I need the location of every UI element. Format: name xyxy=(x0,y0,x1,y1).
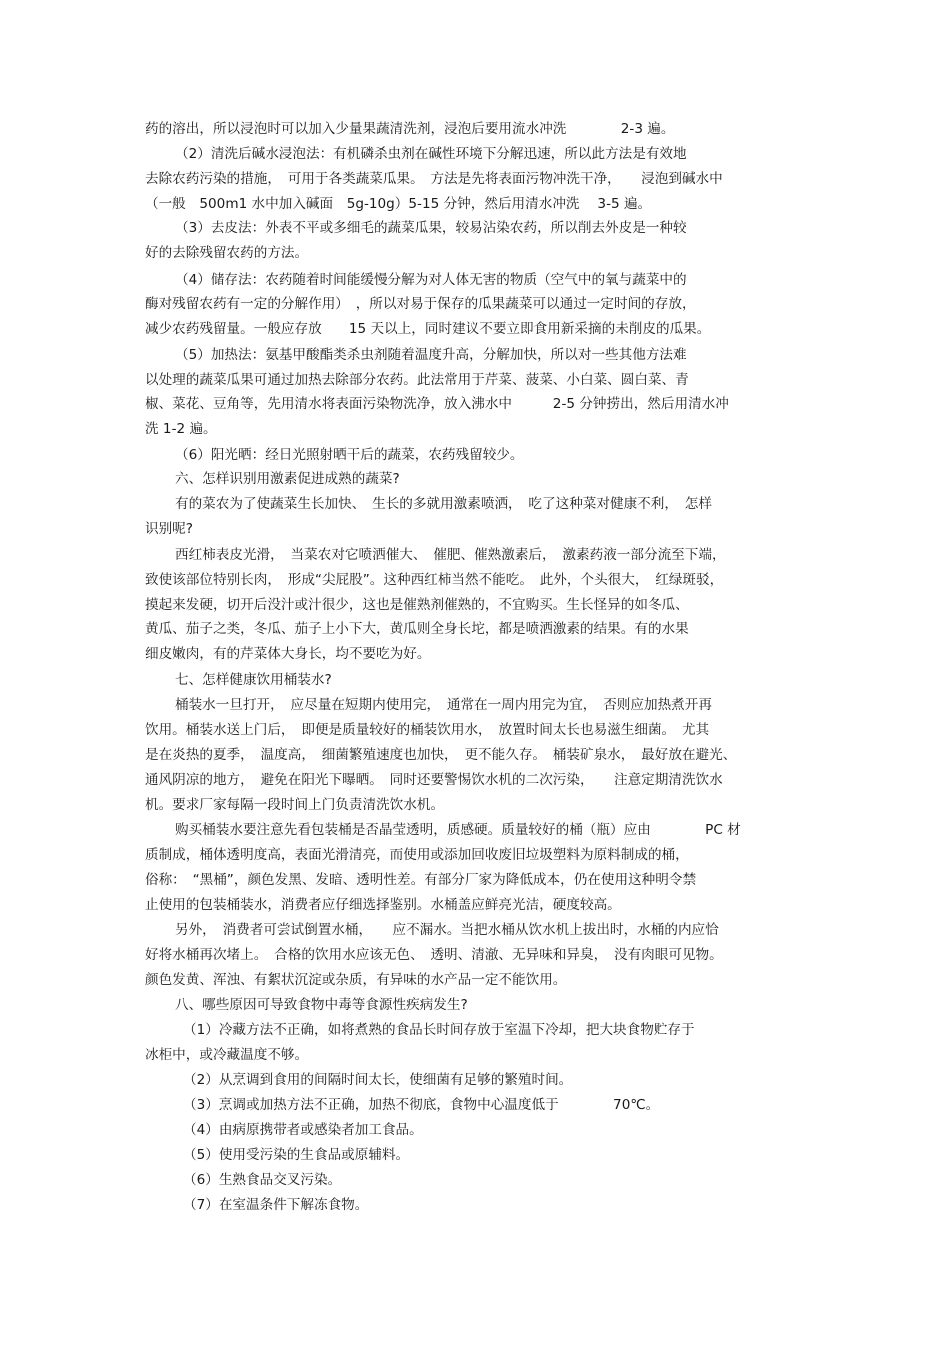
text-line: 好将水桶再次堵上。 合格的饮用水应该无色、 透明、清澈、无异味和异臭， 没有肉眼可见物。 xyxy=(145,947,723,963)
text-line: 桶装水一旦打开， 应尽量在短期内使用完， 通常在一周内用完为宜， 否则应加热煮开再 xyxy=(175,697,712,713)
text-line: （1）冷藏方法不正确，如将煮熟的食品长时间存放于室温下冷却，把大块食物贮存于 xyxy=(183,1022,695,1038)
text-line: 以处理的蔬菜瓜果可通过加热去除部分农药。此法常用于芹菜、菠菜、小白菜、圆白菜、青 xyxy=(145,372,689,388)
text-line: 通风阴凉的地方， 避免在阳光下曝晒。 同时还要警惕饮水机的二次污染， 注意定期清洗饮水 xyxy=(145,772,723,788)
text-line: 另外， 消费者可尝试倒置水桶， 应不漏水。当把水桶从饮水机上拔出时，水桶的内应恰 xyxy=(175,922,719,938)
text-line: 酶对残留农药有一定的分解作用） ，所以对易于保存的瓜果蔬菜可以通过一定时间的存放， xyxy=(145,296,696,312)
text-line: （3）烹调或加热方法不正确，加热不彻底，食物中心温度低于 70℃。 xyxy=(183,1097,660,1113)
text-line: （3）去皮法：外表不平或多细毛的蔬菜瓜果，较易沾染农药，所以削去外皮是一种较 xyxy=(175,220,687,236)
text-line: （4）由病原携带者或感染者加工食品。 xyxy=(183,1122,423,1138)
text-line: 细皮嫩肉，有的芹菜体大身长，均不要吃为好。 xyxy=(145,646,431,662)
text-line: 饮用。桶装水送上门后， 即便是质量较好的桶装饮用水， 放置时间太长也易滋生细菌。 尤其 xyxy=(145,722,710,738)
text-line: （4）储存法：农药随着时间能缓慢分解为对人体无害的物质（空气中的氧与蔬菜中的 xyxy=(175,272,687,288)
text-line: 有的菜农为了使蔬菜生长加快、 生长的多就用激素喷洒， 吃了这种菜对健康不利， 怎样 xyxy=(175,496,712,512)
text-line: 俗称： “黑桶”，颜色发黑、发暗、透明性差。有部分厂家为降低成本，仍在使用这种明令禁 xyxy=(145,872,697,888)
text-line: 致使该部位特别长肉， 形成“尖屁股”。这种西红柿当然不能吃。 此外，个头很大， 红绿斑驳， xyxy=(145,572,724,588)
text-line: 识别呢? xyxy=(145,521,193,537)
text-line: 好的去除残留农药的方法。 xyxy=(145,245,309,261)
text-line: 机。要求厂家每隔一段时间上门负责清洗饮水机。 xyxy=(145,797,445,813)
text-line: （6）生熟食品交叉污染。 xyxy=(183,1172,342,1188)
section-heading: 八、哪些原因可导致食物中毒等食源性疾病发生? xyxy=(175,997,468,1013)
text-line: （5）加热法：氨基甲酸酯类杀虫剂随着温度升高，分解加快，所以对一些其他方法难 xyxy=(175,347,687,363)
text-line: 西红柿表皮光滑， 当菜农对它喷洒催大、 催肥、催熟激素后， 激素药液一部分流至下端， xyxy=(175,547,726,563)
section-heading: 六、怎样识别用激素促进成熟的蔬菜? xyxy=(175,471,400,487)
text-line: 冰柜中，或冷藏温度不够。 xyxy=(145,1047,309,1063)
text-line: （2）从烹调到食用的间隔时间太长，使细菌有足够的繁殖时间。 xyxy=(183,1072,573,1088)
section-heading: 七、怎样健康饮用桶装水? xyxy=(175,672,332,688)
text-line: 减少农药残留量。一般应存放 15 天以上，同时建议不要立即食用新采摘的未削皮的瓜果。 xyxy=(145,321,711,337)
text-line: 去除农药污染的措施， 可用于各类蔬菜瓜果。 方法是先将表面污物冲洗干净， 浸泡到碱水中 xyxy=(145,171,723,187)
text-line: 洗 1-2 遍。 xyxy=(145,421,217,437)
text-line: 黄瓜、茄子之类，冬瓜、茄子上小下大，黄瓜则全身长坨，都是喷洒激素的结果。有的水果 xyxy=(145,621,689,637)
text-line: 颜色发黄、浑浊、有絮状沉淀或杂质，有异味的水产品一定不能饮用。 xyxy=(145,972,567,988)
text-line: 椒、菜花、豆角等，先用清水将表面污染物洗净，放入沸水中 2-5 分钟捞出，然后用清水冲 xyxy=(145,396,729,412)
text-line: 止使用的包装桶装水，消费者应仔细选择鉴别。水桶盖应鲜亮光洁，硬度较高。 xyxy=(145,897,621,913)
text-line: 购买桶装水要注意先看包装桶是否晶莹透明，质感硬。质量较好的桶（瓶）应由 PC 材 xyxy=(175,822,741,838)
text-line: （一般 500m1 水中加入碱面 5g-10g）5-15 分钟，然后用清水冲洗 3-5 遍。 xyxy=(145,196,652,212)
text-line: （2）清洗后碱水浸泡法：有机磷杀虫剂在碱性环境下分解迅速，所以此方法是有效地 xyxy=(175,146,687,162)
text-line: 质制成，桶体透明度高，表面光滑清亮，而使用或添加回收废旧垃圾塑料为原料制成的桶， xyxy=(145,847,689,863)
text-line: 摸起来发硬，切开后没汁或汁很少，这也是催熟剂催熟的，不宜购买。生长怪异的如冬瓜、 xyxy=(145,597,689,613)
text-line: （5）使用受污染的生食品或原辅料。 xyxy=(183,1147,410,1163)
text-line: 药的溶出，所以浸泡时可以加入少量果蔬清洗剂，浸泡后要用流水冲洗 2-3 遍。 xyxy=(145,121,675,137)
text-line: （6）阳光晒：经日光照射晒干后的蔬菜，农药残留较少。 xyxy=(175,447,524,463)
text-line: （7）在室温条件下解冻食物。 xyxy=(183,1197,369,1213)
text-line: 是在炎热的夏季， 温度高， 细菌繁殖速度也加快， 更不能久存。 桶装矿泉水， 最好放在避光、 xyxy=(145,747,737,763)
